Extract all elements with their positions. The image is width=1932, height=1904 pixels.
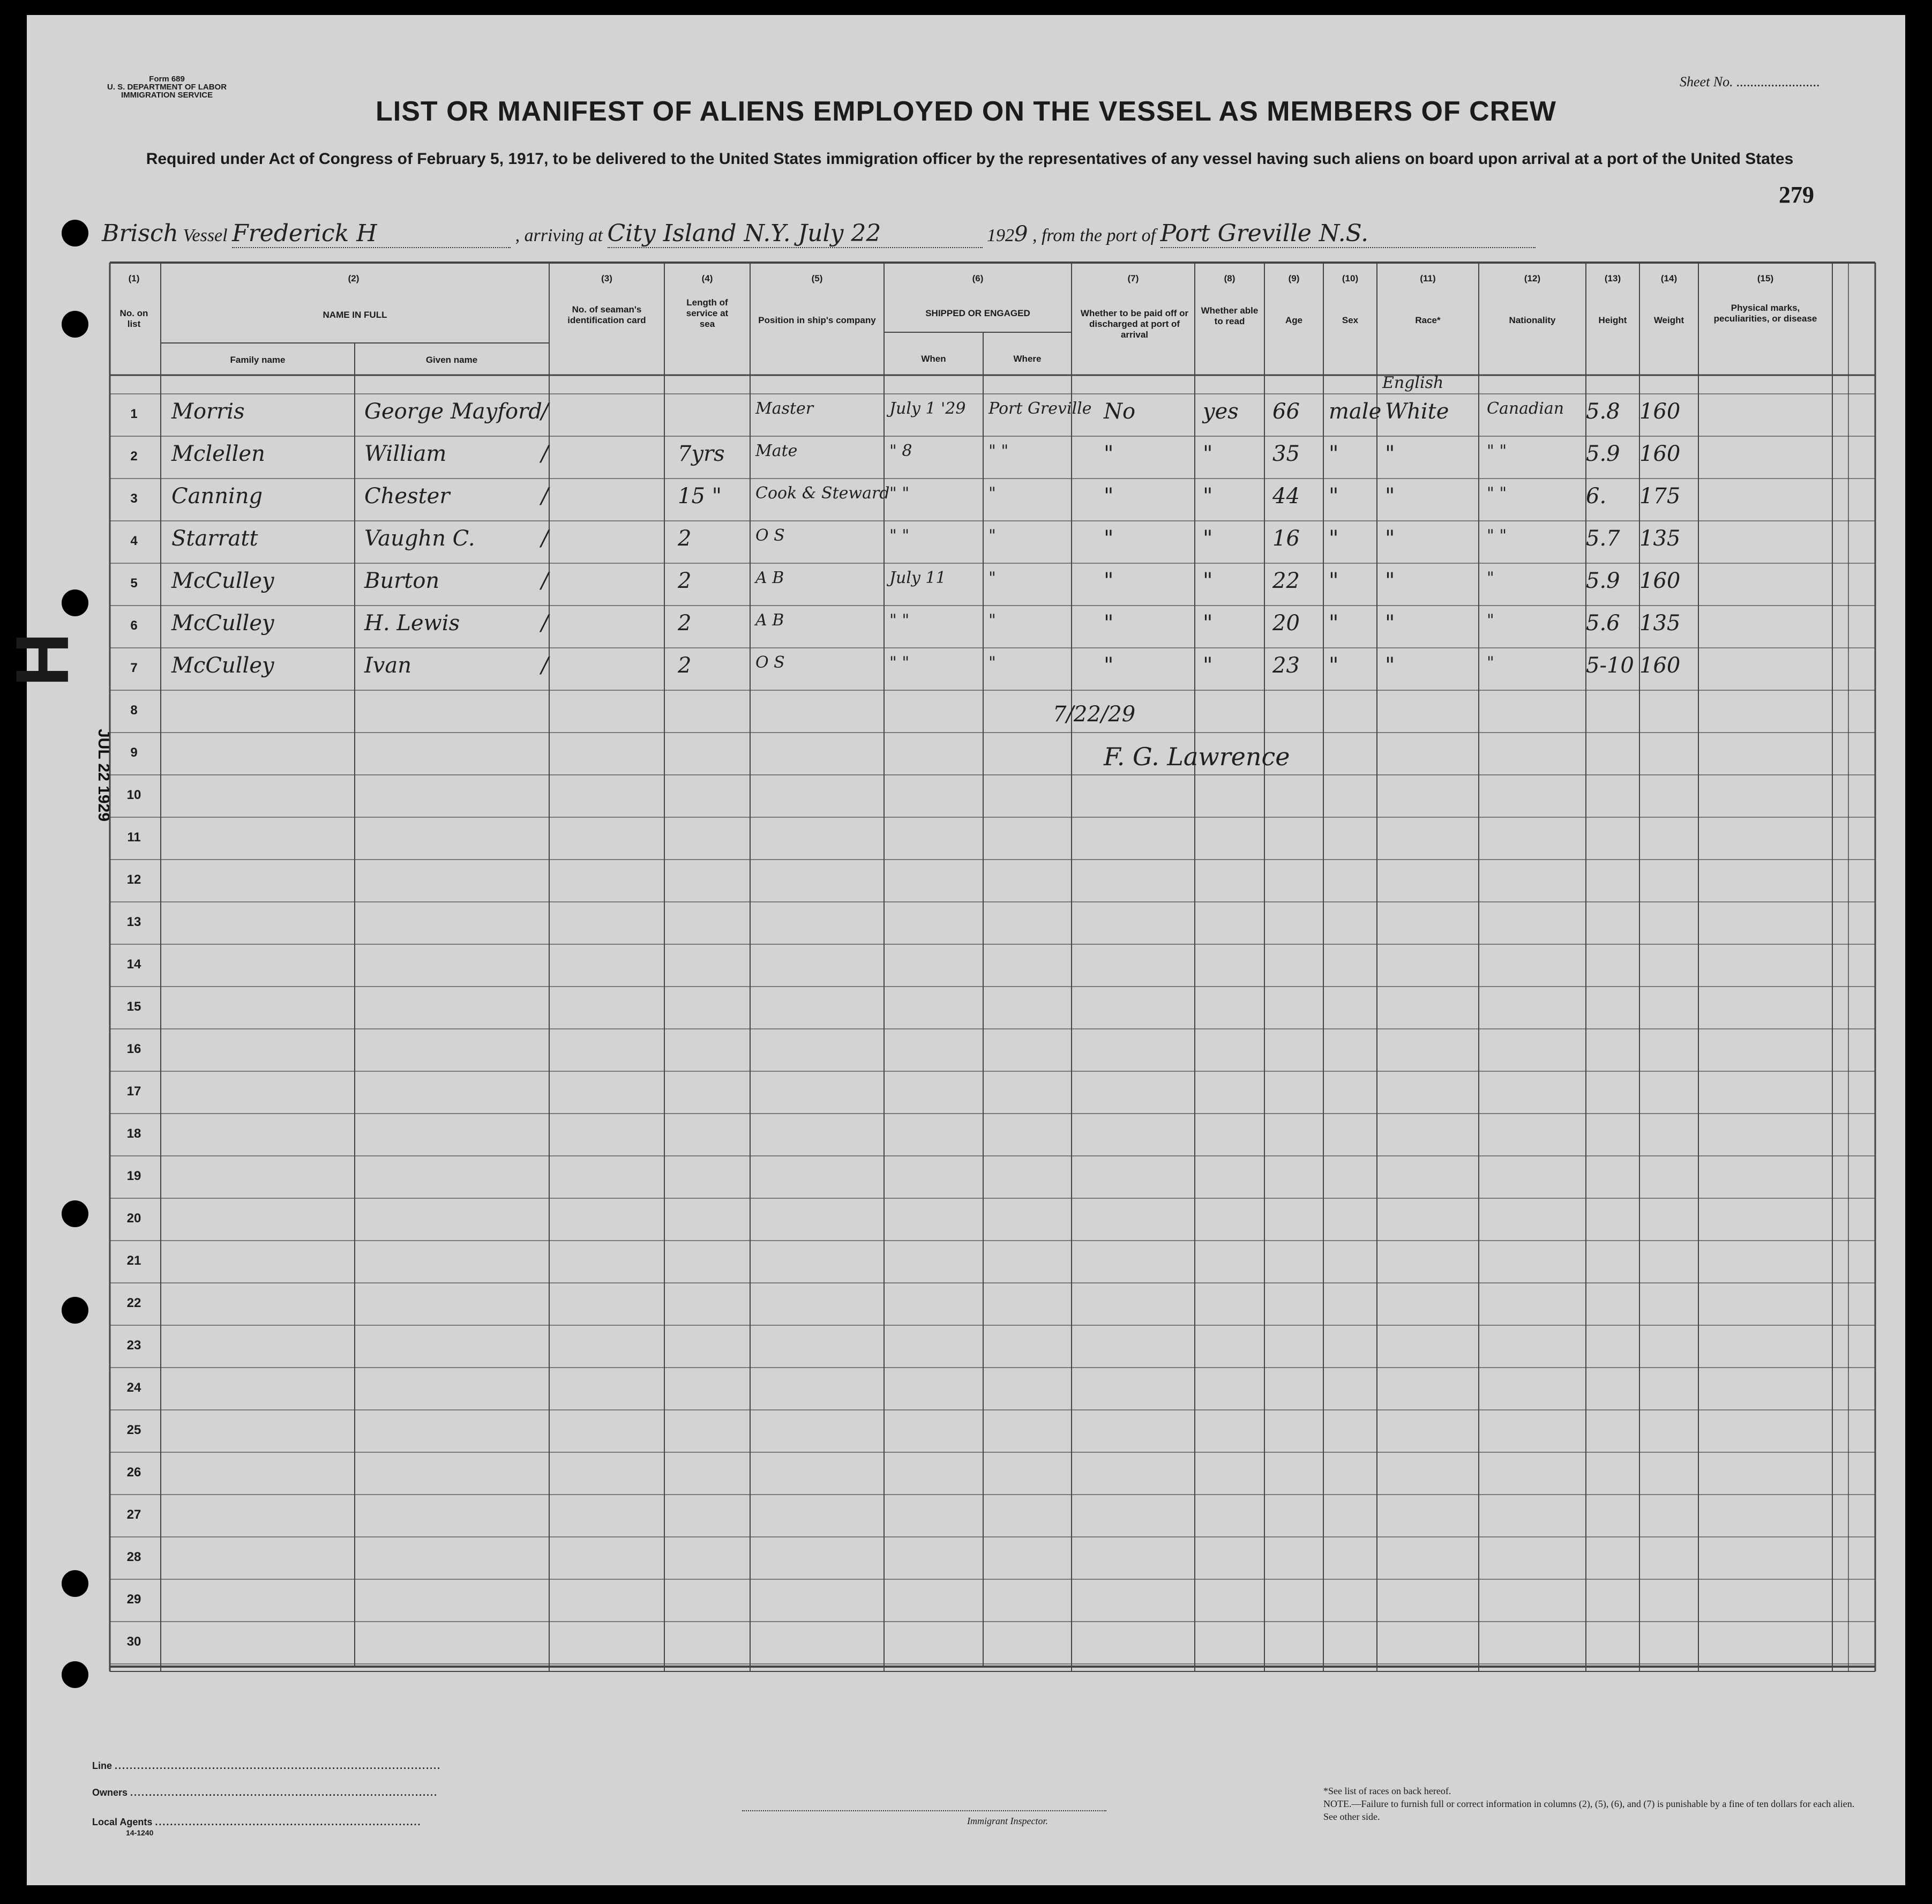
family-name: McCulley — [171, 569, 274, 593]
race: " — [1385, 526, 1395, 551]
row-number: 4 — [130, 534, 138, 548]
col-num: (13) — [1604, 273, 1621, 283]
weight: 160 — [1639, 653, 1681, 678]
row-number: 23 — [126, 1338, 141, 1353]
col-header: Nationality — [1509, 315, 1556, 325]
able-to-read: " — [1203, 611, 1213, 636]
sex: " — [1329, 611, 1339, 636]
footnote-penalty: NOTE.—Failure to furnish full or correct information in columns (2), (5), (6), and (7) is punishable by a fine of ten dollars for each alien. See other side. — [1323, 1798, 1855, 1822]
col-num: (9) — [1288, 273, 1300, 283]
paid-off: " — [1104, 653, 1114, 678]
position: O S — [755, 526, 785, 545]
paid-off: " — [1104, 611, 1114, 636]
col-header: Age — [1285, 315, 1303, 325]
row-number: 15 — [126, 999, 141, 1014]
page-title: LIST OR MANIFEST OF ALIENS EMPLOYED ON THE VESSEL AS MEMBERS OF CREW — [376, 96, 1556, 127]
side-mark: H — [0, 632, 85, 687]
paid-off: No — [1104, 399, 1136, 424]
height: 5.6 — [1586, 611, 1620, 636]
shipped-when: " 8 — [889, 442, 912, 460]
shipped-where: " — [989, 569, 996, 587]
col-num: (12) — [1524, 273, 1541, 283]
race: " — [1385, 611, 1395, 636]
card-number: / — [541, 442, 549, 466]
shipped-where: Port Greville — [989, 399, 1092, 418]
col-subheader: Given name — [425, 355, 478, 365]
row-number: 25 — [126, 1423, 141, 1437]
paid-off: " — [1104, 526, 1114, 551]
shipped-where: " " — [989, 442, 1009, 460]
owners-label: Owners .................................................................................. — [92, 1787, 438, 1798]
position: A B — [755, 569, 784, 587]
row-number: 27 — [126, 1507, 141, 1522]
row-number: 13 — [126, 915, 141, 929]
age: 66 — [1272, 399, 1300, 424]
position: Cook & Steward — [755, 484, 890, 503]
given-name: H. Lewis — [364, 611, 460, 636]
age: 23 — [1272, 653, 1300, 678]
col-subheader: Family name — [230, 355, 286, 365]
weight: 160 — [1639, 399, 1681, 424]
row-number: 1 — [130, 407, 138, 421]
row-number: 18 — [126, 1126, 141, 1141]
age: 35 — [1272, 442, 1300, 466]
weight: 160 — [1639, 569, 1681, 593]
sex: " — [1329, 653, 1339, 678]
weight: 135 — [1639, 611, 1681, 636]
card-number: / — [541, 484, 549, 509]
row-number: 19 — [126, 1169, 141, 1183]
card-number: / — [541, 611, 549, 636]
line-label: Line ....................................................................................... — [92, 1760, 441, 1771]
col-num: (6) — [972, 273, 984, 283]
agents-label: Local Agents ....................................................................... — [92, 1817, 422, 1827]
row-number: 5 — [130, 576, 138, 591]
row-number: 14 — [126, 957, 141, 972]
length-of-service: 2 — [678, 611, 692, 636]
from-port: Port Greville N.S. — [1160, 220, 1536, 248]
from-label: , from the port of — [1032, 226, 1156, 245]
race: " — [1385, 484, 1395, 509]
sex: " — [1329, 442, 1339, 466]
col-header: No. of seaman's identification card — [567, 304, 646, 325]
paid-off: " — [1104, 484, 1114, 509]
height: 5.9 — [1586, 442, 1620, 466]
shipped-when: July 11 — [889, 569, 946, 587]
col-header: Position in ship's company — [758, 315, 876, 325]
footnote — [1323, 1784, 1859, 1823]
row-number: 6 — [130, 618, 138, 633]
col-header: Height — [1598, 315, 1627, 325]
shipped-when: " " — [889, 526, 910, 545]
family-name: McCulley — [171, 653, 274, 678]
length-of-service: 2 — [678, 569, 692, 593]
col-num: (5) — [811, 273, 823, 283]
race: " — [1385, 653, 1395, 678]
shipped-where: " — [989, 526, 996, 545]
sex: male — [1329, 399, 1382, 424]
position: Master — [755, 399, 814, 418]
card-number: / — [541, 526, 549, 551]
col-header: SHIPPED OR ENGAGED — [925, 308, 1030, 318]
row-number: 12 — [126, 872, 141, 887]
row-number: 7 — [130, 661, 138, 675]
inspector-label: Immigrant Inspector. — [967, 1816, 1048, 1826]
weight: 175 — [1639, 484, 1681, 509]
page-subtitle: Required under Act of Congress of February 5, 1917, to be delivered to the United States immigration officer by the representatives of any vessel having such aliens on board upon arrival at a port of the United States — [146, 150, 1794, 168]
vessel-prefix: Brisch — [102, 220, 178, 247]
nationality: " — [1487, 653, 1494, 672]
service-name: IMMIGRATION SERVICE — [121, 91, 213, 100]
col-num: (10) — [1342, 273, 1359, 283]
form-code: 14-1240 — [126, 1828, 154, 1837]
col-header: Sex — [1342, 315, 1359, 325]
row-number: 21 — [126, 1253, 141, 1268]
shipped-when: " " — [889, 653, 910, 672]
card-number: / — [541, 653, 549, 678]
row-number: 20 — [126, 1211, 141, 1226]
col-header: No. on list — [119, 308, 148, 329]
card-number: / — [541, 569, 549, 593]
card-number: / — [541, 399, 549, 424]
form-number: Form 689 — [149, 74, 185, 84]
family-name: McCulley — [171, 611, 274, 636]
race: " — [1385, 442, 1395, 466]
age: 44 — [1272, 484, 1300, 509]
row-number: 3 — [130, 491, 138, 506]
able-to-read: yes — [1203, 399, 1239, 424]
row-number: 17 — [126, 1084, 141, 1099]
col-subheader: When — [921, 354, 946, 364]
height: 5.8 — [1586, 399, 1620, 424]
family-name: Canning — [171, 484, 263, 509]
weight: 135 — [1639, 526, 1681, 551]
footnote-races: *See list of races on back hereof. — [1323, 1786, 1451, 1796]
sex: " — [1329, 569, 1339, 593]
able-to-read: " — [1203, 653, 1213, 678]
race-note: English — [1382, 374, 1444, 392]
col-num: (14) — [1660, 273, 1678, 283]
col-num: (4) — [701, 273, 713, 283]
position: Mate — [755, 442, 798, 460]
signature-name: F. G. Lawrence — [1104, 742, 1290, 771]
age: 22 — [1272, 569, 1300, 593]
arriving-at: City Island N.Y. July 22 — [608, 220, 983, 248]
department-name: U. S. DEPARTMENT OF LABOR — [107, 83, 227, 92]
height: 5-10 — [1586, 653, 1634, 678]
page-number: 279 — [1779, 182, 1814, 208]
shipped-when: " " — [889, 484, 910, 503]
paid-off: " — [1104, 569, 1114, 593]
shipped-when: July 1 '29 — [889, 399, 966, 418]
nationality: " " — [1487, 484, 1507, 503]
age: 16 — [1272, 526, 1300, 551]
col-header: Length of service at sea — [686, 297, 729, 329]
nationality: Canadian — [1487, 399, 1564, 418]
vessel-name: Frederick H — [232, 220, 511, 248]
row-number: 2 — [130, 449, 138, 464]
col-num: (3) — [601, 273, 612, 283]
nationality: " — [1487, 611, 1494, 630]
row-number: 28 — [126, 1550, 141, 1564]
row-number: 11 — [127, 830, 141, 845]
col-num: (8) — [1224, 273, 1235, 283]
given-name: George Mayford — [364, 399, 542, 424]
received-stamp: JUL 22 1929 — [95, 729, 113, 822]
row-number: 9 — [130, 745, 138, 760]
family-name: Starratt — [171, 526, 258, 551]
height: 5.7 — [1586, 526, 1620, 551]
weight: 160 — [1639, 442, 1681, 466]
nationality: " " — [1487, 442, 1507, 460]
row-number: 22 — [126, 1296, 141, 1310]
arriving-label: , arriving at — [515, 226, 603, 245]
race: " — [1385, 569, 1395, 593]
able-to-read: " — [1203, 569, 1213, 593]
row-number: 10 — [126, 788, 141, 802]
length-of-service: 15 " — [678, 484, 722, 509]
row-number: 16 — [126, 1042, 141, 1056]
row-number: 8 — [130, 703, 138, 718]
sex: " — [1329, 526, 1339, 551]
row-number: 30 — [126, 1634, 141, 1649]
col-subheader: Where — [1013, 354, 1042, 364]
given-name: Vaughn C. — [364, 526, 475, 551]
age: 20 — [1272, 611, 1300, 636]
col-header: NAME IN FULL — [323, 310, 387, 320]
signature-date: 7/22/29 — [1053, 702, 1136, 727]
col-num: (2) — [348, 273, 360, 283]
able-to-read: " — [1203, 442, 1213, 466]
able-to-read: " — [1203, 526, 1213, 551]
shipped-where: " — [989, 611, 996, 630]
nationality: " — [1487, 569, 1494, 587]
given-name: William — [364, 442, 447, 466]
race: White — [1385, 399, 1449, 424]
col-header: Physical marks, peculiarities, or disease — [1713, 303, 1817, 324]
length-of-service: 2 — [678, 653, 692, 678]
given-name: Burton — [364, 569, 440, 593]
length-of-service: 2 — [678, 526, 692, 551]
col-header: Weight — [1653, 315, 1684, 325]
height: 6. — [1586, 484, 1607, 509]
col-header: Race* — [1415, 315, 1441, 325]
sheet-number-label: Sheet No. ........................ — [1680, 74, 1821, 89]
row-number: 26 — [126, 1465, 141, 1480]
sex: " — [1329, 484, 1339, 509]
row-number: 24 — [126, 1380, 141, 1395]
row-number: 29 — [126, 1592, 141, 1607]
col-num: (15) — [1757, 273, 1774, 283]
nationality: " " — [1487, 526, 1507, 545]
position: O S — [755, 653, 785, 672]
col-num: (11) — [1420, 273, 1436, 283]
given-name: Chester — [364, 484, 450, 509]
length-of-service: 7yrs — [678, 442, 725, 466]
year-prefix: 192 — [987, 226, 1014, 245]
position: A B — [755, 611, 784, 630]
year-suffix: 9 — [1014, 222, 1028, 247]
paid-off: " — [1104, 442, 1114, 466]
col-num: (7) — [1127, 273, 1139, 283]
given-name: Ivan — [364, 653, 412, 678]
col-header: Whether to be paid off or discharged at port of arrival — [1080, 308, 1189, 340]
shipped-where: " — [989, 484, 996, 503]
inspector-line — [742, 1810, 1106, 1811]
family-name: Mclellen — [171, 442, 265, 466]
col-header: Whether able to read — [1201, 305, 1259, 326]
col-num: (1) — [128, 273, 140, 283]
height: 5.9 — [1586, 569, 1620, 593]
shipped-when: " " — [889, 611, 910, 630]
family-name: Morris — [171, 399, 245, 424]
shipped-where: " — [989, 653, 996, 672]
able-to-read: " — [1203, 484, 1213, 509]
vessel-label: Vessel — [183, 226, 228, 245]
